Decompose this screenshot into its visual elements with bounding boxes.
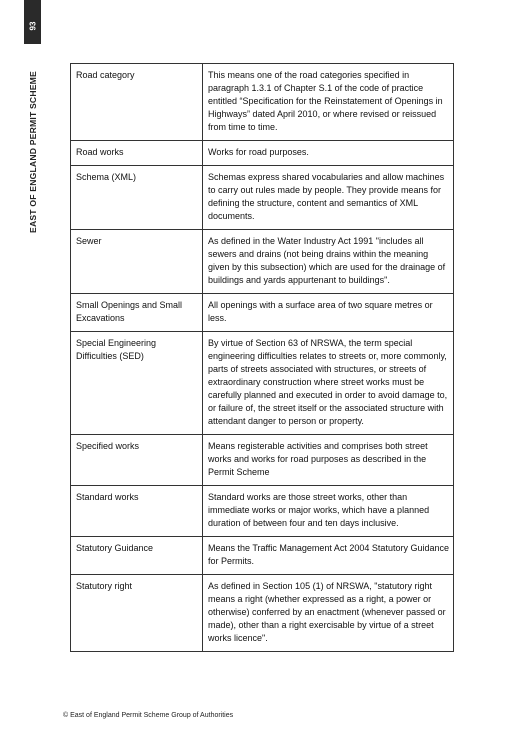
term-cell: Schema (XML) bbox=[71, 166, 203, 230]
definition-cell: Schemas express shared vocabularies and allow machines to carry out rules made by people. They provide means for defining the structure, content and semantics of XML documents. bbox=[203, 166, 454, 230]
term-cell: Special Engineering Difficulties (SED) bbox=[71, 332, 203, 435]
table-row bbox=[71, 141, 454, 166]
definition-cell: This means one of the road categories specified in paragraph 1.3.1 of Chapter S.1 of the code of practice entitled “Specification for the Reinstatement of Openings in Highways” dated April 2010, or where revised or reissued from time to time. bbox=[203, 64, 454, 141]
definition-cell: As defined in the Water Industry Act 1991 "includes all sewers and drains (not being drains within the meaning given by this subsection) which are used for the drainage of buildings and yards appurtenant to buildings". bbox=[203, 230, 454, 294]
term-cell: Small Openings and Small Excavations bbox=[71, 294, 203, 332]
table-row bbox=[71, 435, 454, 486]
term-cell: Road category bbox=[71, 64, 203, 141]
term-cell: Specified works bbox=[71, 435, 203, 486]
definition-cell: Means the Traffic Management Act 2004 Statutory Guidance for Permits. bbox=[203, 537, 454, 575]
definition-cell: Works for road purposes. bbox=[203, 141, 454, 166]
table-row bbox=[71, 486, 454, 537]
copyright-footer: © East of England Permit Scheme Group of Authorities bbox=[63, 712, 234, 719]
definition-cell: Means registerable activities and comprises both street works and works for road purposes as described in the Permit Scheme bbox=[203, 435, 454, 486]
term-cell: Statutory right bbox=[71, 575, 203, 652]
page-number: 93 bbox=[28, 21, 37, 31]
term-cell: Standard works bbox=[71, 486, 203, 537]
definition-cell: As defined in Section 105 (1) of NRSWA, "statutory right means a right (whether expressed as a right, a power or otherwise) conferred by an enactment (whenever passed or made), other than a right exercisable by virtue of a street works licence". bbox=[203, 575, 454, 652]
term-cell: Sewer bbox=[71, 230, 203, 294]
definition-cell: By virtue of Section 63 of NRSWA, the term special engineering difficulties relates to streets or, more commonly, parts of streets associated with structures, or streets of extraordinary construction where street works must be carefully planned and executed in order to avoid damage to, or failure of, the street itself or the associated structure with attendant danger to person or property. bbox=[203, 332, 454, 435]
table-row bbox=[71, 575, 454, 652]
table-row bbox=[71, 537, 454, 575]
table-row bbox=[71, 166, 454, 230]
table-row bbox=[71, 64, 454, 141]
table-row bbox=[71, 230, 454, 294]
definition-cell: All openings with a surface area of two square metres or less. bbox=[203, 294, 454, 332]
side-running-title: EAST OF ENGLAND PERMIT SCHEME bbox=[28, 71, 38, 233]
term-cell: Road works bbox=[71, 141, 203, 166]
definition-cell: Standard works are those street works, other than immediate works or major works, which have a planned duration of between four and ten days inclusive. bbox=[203, 486, 454, 537]
table-row bbox=[71, 294, 454, 332]
definitions-table bbox=[70, 63, 454, 652]
table-row bbox=[71, 332, 454, 435]
term-cell: Statutory Guidance bbox=[71, 537, 203, 575]
